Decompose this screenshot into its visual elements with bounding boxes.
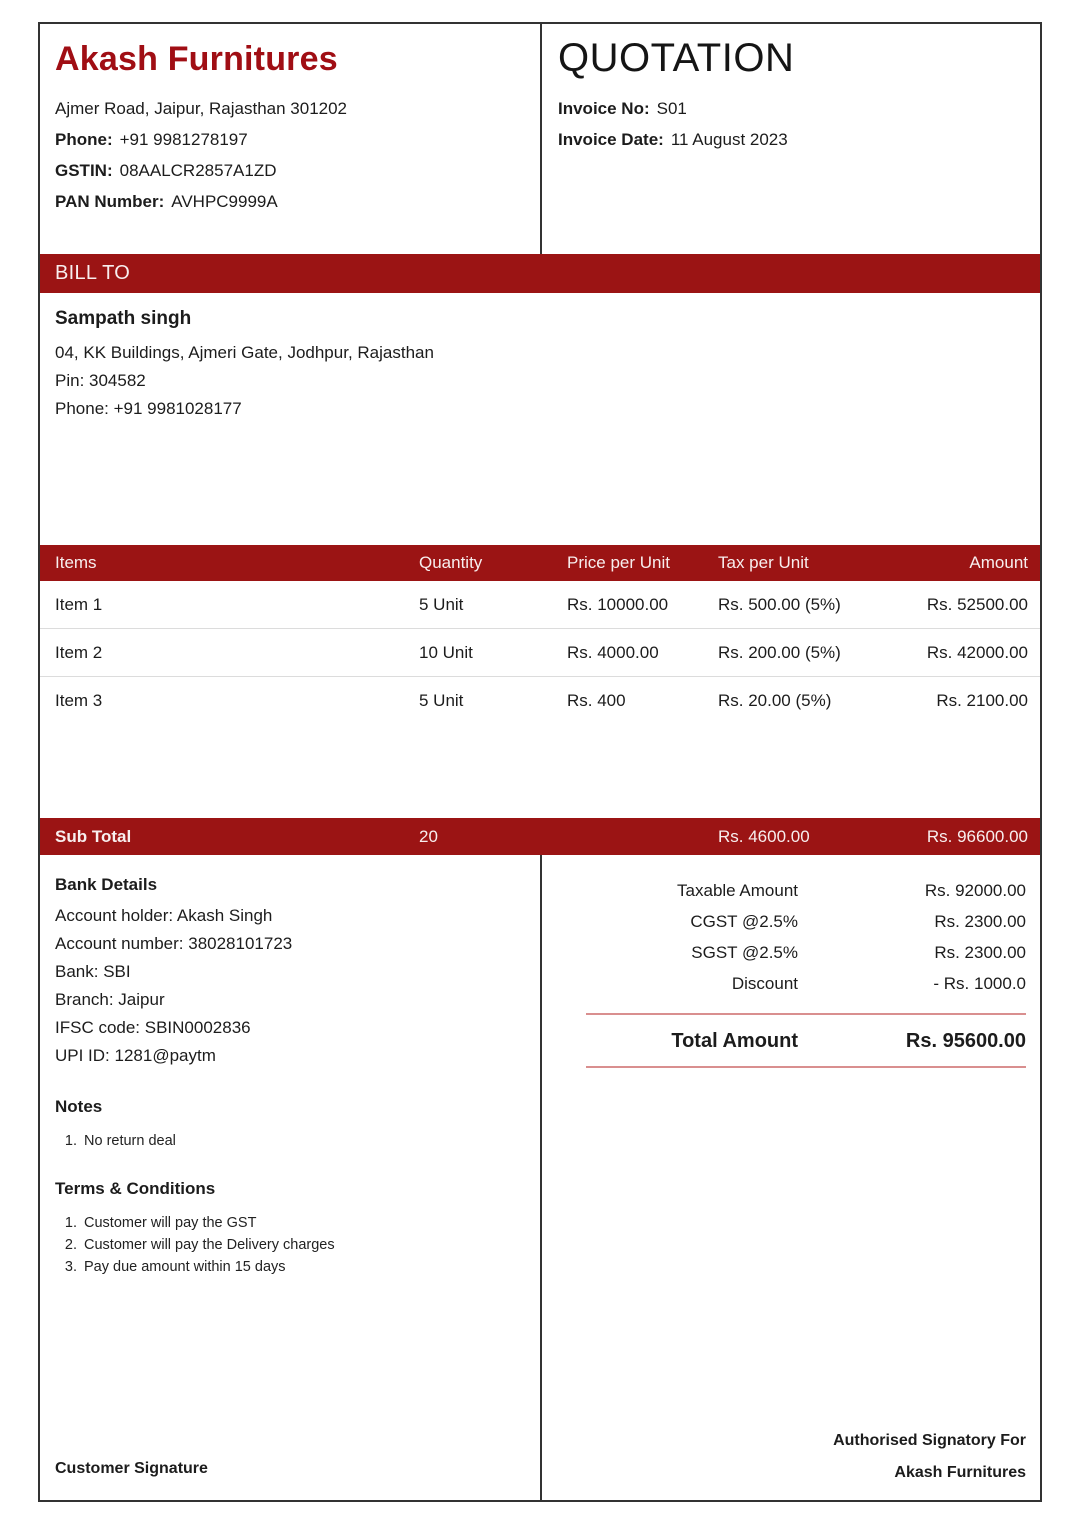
list-item: 2. Customer will pay the Delivery charges [81, 1234, 520, 1256]
customer-pin: Pin: 304582 [55, 371, 146, 390]
bank-account-holder: Account holder: Akash Singh [55, 906, 273, 925]
customer-address: 04, KK Buildings, Ajmeri Gate, Jodhpur, Rajasthan [55, 343, 434, 362]
bank-upi: UPI ID: 1281@paytm [55, 1046, 216, 1065]
spacer [55, 1278, 520, 1460]
table-row [40, 629, 1040, 677]
item-price-cell: Rs. 10000.00 [567, 594, 669, 614]
discount-row [542, 968, 1026, 999]
customer-signature-label: Customer Signature [55, 1460, 208, 1477]
bank-notes-terms-panel [40, 855, 542, 1500]
notes-list [55, 1130, 520, 1152]
total-amount-value: Rs. 95600.00 [905, 1030, 1026, 1052]
taxable-amount-value: Rs. 92000.00 [924, 881, 1026, 900]
taxable-amount-row [542, 875, 1026, 906]
bill-to-header-bar [40, 254, 1040, 293]
sgst-value: Rs. 2300.00 [934, 943, 1026, 962]
company-pan-value: AVHPC9999A [171, 192, 278, 211]
bank-ifsc: IFSC code: SBIN0002836 [55, 1018, 251, 1037]
discount-value: - Rs. 1000.0 [933, 974, 1026, 993]
item-name-cell: Item 1 [55, 594, 103, 614]
column-header-tax: Tax per Unit [718, 553, 809, 572]
document-footer-section [40, 855, 1040, 1500]
company-gstin [55, 155, 520, 186]
item-name-cell: Item 3 [55, 691, 103, 710]
sgst-label: SGST @2.5% [691, 943, 798, 962]
quotation-document [38, 22, 1042, 1502]
company-phone-value: +91 9981278197 [119, 130, 248, 149]
authorised-signatory-label: Authorised Signatory For [833, 1432, 1026, 1449]
company-gstin-value: 08AALCR2857A1ZD [119, 161, 277, 180]
authorised-signatory-block [542, 1432, 1026, 1486]
items-table-header [40, 545, 1040, 581]
bank-account-number: Account number: 38028101723 [55, 934, 293, 953]
discount-label: Discount [731, 974, 798, 993]
item-tax-cell: Rs. 200.00 (5%) [718, 642, 841, 662]
subtotal-tax: Rs. 4600.00 [718, 826, 810, 846]
column-header-price: Price per Unit [567, 553, 670, 572]
terms-list [55, 1212, 520, 1278]
document-title: QUOTATION [558, 36, 795, 80]
item-quantity-cell: 5 Unit [419, 594, 464, 614]
item-amount-cell: Rs. 2100.00 [936, 691, 1028, 710]
bank-name: Bank: SBI [55, 962, 131, 981]
notes-heading: Notes [55, 1097, 103, 1116]
terms-heading: Terms & Conditions [55, 1179, 216, 1198]
list-item: 1. No return deal [81, 1130, 520, 1152]
cgst-label: CGST @2.5% [690, 912, 798, 931]
company-info-panel [40, 24, 542, 254]
total-amount-row [542, 1015, 1026, 1066]
company-address: Ajmer Road, Jaipur, Rajasthan 301202 [55, 99, 348, 118]
item-amount-cell: Rs. 42000.00 [926, 642, 1028, 662]
item-amount-cell: Rs. 52500.00 [926, 594, 1028, 614]
totals-panel [542, 855, 1040, 1500]
subtotal-amount: Rs. 96600.00 [926, 826, 1028, 846]
company-gstin-label: GSTIN: [55, 161, 113, 180]
cgst-value: Rs. 2300.00 [934, 912, 1026, 931]
company-phone-label: Phone: [55, 130, 113, 149]
item-tax-cell: Rs. 500.00 (5%) [718, 594, 841, 614]
item-price-cell: Rs. 4000.00 [567, 642, 659, 662]
invoice-number-label: Invoice No: [558, 99, 650, 118]
cgst-row [542, 906, 1026, 937]
item-quantity-cell: 10 Unit [419, 642, 473, 662]
invoice-date [558, 124, 1030, 155]
column-header-items: Items [55, 553, 97, 572]
item-quantity-cell: 5 Unit [419, 691, 464, 710]
quotation-info-panel [542, 24, 1040, 254]
column-header-quantity: Quantity [419, 553, 483, 572]
table-row [40, 581, 1040, 629]
bill-to-details [40, 293, 1040, 545]
bank-branch: Branch: Jaipur [55, 990, 165, 1009]
list-item: 1. Customer will pay the GST [81, 1212, 520, 1234]
company-phone [55, 124, 520, 155]
invoice-date-label: Invoice Date: [558, 130, 664, 149]
invoice-date-value: 11 August 2023 [670, 130, 788, 149]
spacer [542, 1068, 1026, 1432]
total-amount-label: Total Amount [671, 1030, 798, 1052]
customer-name: Sampath singh [55, 308, 192, 329]
company-name: Akash Furnitures [55, 40, 338, 78]
invoice-number [558, 93, 1030, 124]
customer-phone: Phone: +91 9981028177 [55, 399, 242, 418]
item-tax-cell: Rs. 20.00 (5%) [718, 691, 832, 710]
items-table-body [40, 581, 1040, 818]
company-pan-label: PAN Number: [55, 192, 165, 211]
bill-to-heading: BILL TO [55, 262, 131, 284]
item-name-cell: Item 2 [55, 642, 103, 662]
company-pan [55, 186, 520, 217]
subtotal-bar [40, 818, 1040, 855]
subtotal-label: Sub Total [55, 826, 132, 846]
list-item: 3. Pay due amount within 15 days [81, 1256, 520, 1278]
taxable-amount-label: Taxable Amount [677, 881, 798, 900]
item-price-cell: Rs. 400 [567, 691, 626, 710]
invoice-number-value: S01 [656, 99, 687, 118]
sgst-row [542, 937, 1026, 968]
column-header-amount: Amount [969, 553, 1028, 572]
table-row [40, 677, 1040, 725]
document-header [40, 24, 1040, 254]
subtotal-quantity: 20 [419, 826, 438, 846]
bank-details-heading: Bank Details [55, 875, 158, 894]
authorised-signatory-company: Akash Furnitures [894, 1464, 1026, 1481]
